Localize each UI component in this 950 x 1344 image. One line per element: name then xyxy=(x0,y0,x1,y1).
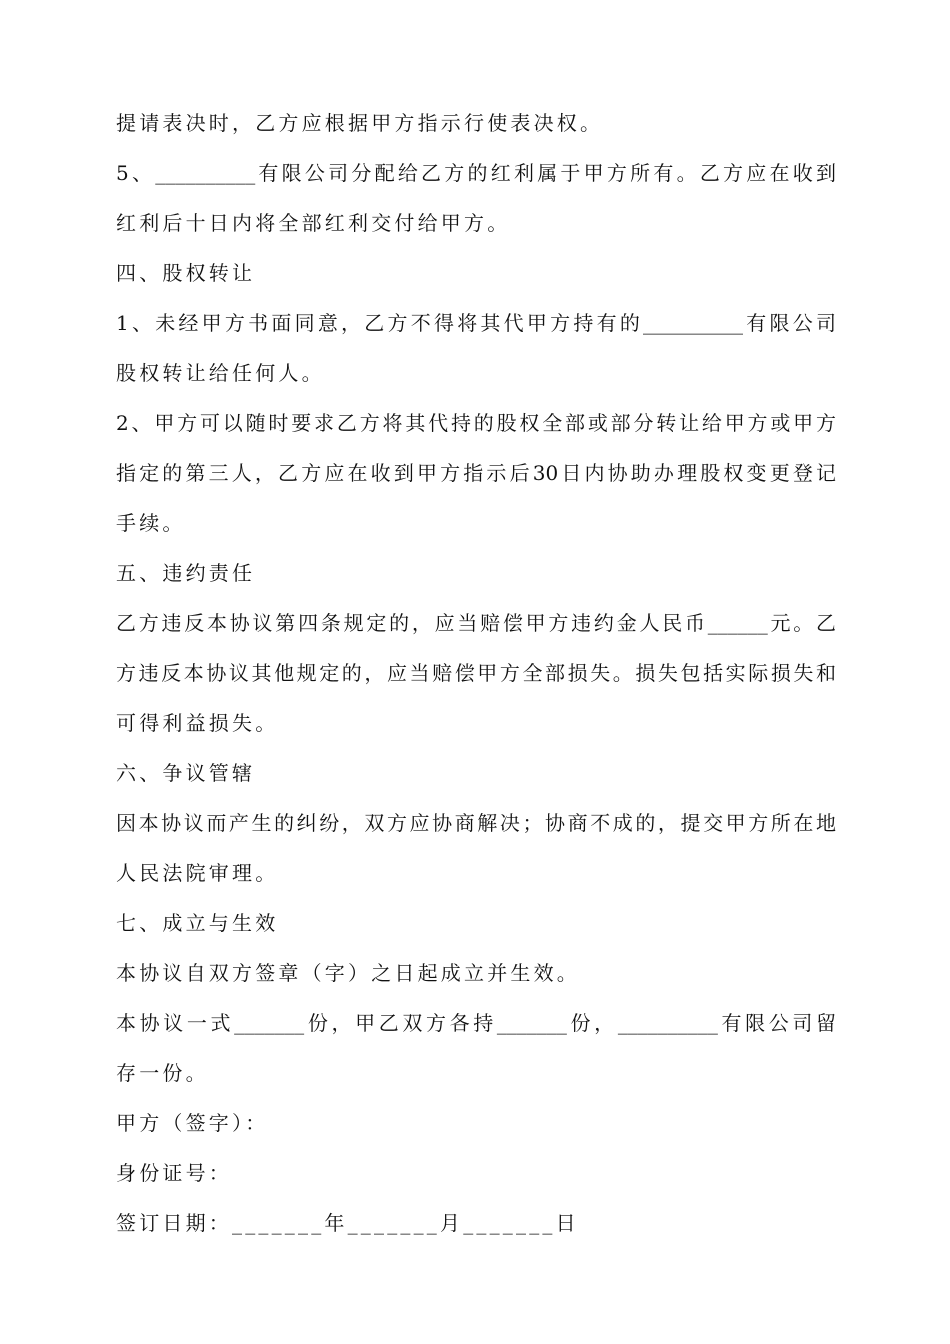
paragraph-line: 股权转让给任何人。 xyxy=(116,361,325,385)
document-body xyxy=(116,98,836,1248)
clause-5-line: 5、__________有限公司分配给乙方的红利属于甲方所有。乙方应在收到 xyxy=(116,161,836,185)
id-number-label: 身份证号： xyxy=(116,1161,232,1185)
section-heading-dispute: 六、争议管辖 xyxy=(116,761,256,785)
paragraph-line: 手续。 xyxy=(116,511,186,535)
section-heading-equity-transfer: 四、股权转让 xyxy=(116,261,256,285)
section-heading-liability: 五、违约责任 xyxy=(116,561,256,585)
paragraph-line: 方违反本协议其他规定的，应当赔偿甲方全部损失。损失包括实际损失和 xyxy=(116,661,836,685)
paragraph-line: 乙方违反本协议第四条规定的，应当赔偿甲方违约金人民币______元。乙 xyxy=(116,611,836,635)
paragraph-line: 存一份。 xyxy=(116,1061,209,1085)
clause-2-line: 2、甲方可以随时要求乙方将其代持的股权全部或部分转让给甲方或甲方 xyxy=(116,411,836,435)
signing-date-label: 签订日期：_______年_______月_______日 xyxy=(116,1211,579,1235)
section-heading-effect: 七、成立与生效 xyxy=(116,911,279,935)
party-a-signature-label: 甲方（签字）： xyxy=(116,1111,269,1135)
paragraph-line: 红利后十日内将全部红利交付给甲方。 xyxy=(116,211,511,235)
paragraph-line: 本协议自双方签章（字）之日起成立并生效。 xyxy=(116,961,580,985)
paragraph-line: 可得利益损失。 xyxy=(116,711,279,735)
clause-1-line: 1、未经甲方书面同意，乙方不得将其代甲方持有的__________有限公司 xyxy=(116,311,836,335)
paragraph-line: 提请表决时，乙方应根据甲方指示行使表决权。 xyxy=(116,111,604,135)
paragraph-line: 人民法院审理。 xyxy=(116,861,279,885)
paragraph-line: 指定的第三人，乙方应在收到甲方指示后30日内协助办理股权变更登记 xyxy=(116,461,836,485)
paragraph-line: 因本协议而产生的纠纷，双方应协商解决；协商不成的，提交甲方所在地 xyxy=(116,811,836,835)
paragraph-line: 本协议一式_______份，甲乙双方各持_______份，__________有限公司留 xyxy=(116,1011,836,1035)
